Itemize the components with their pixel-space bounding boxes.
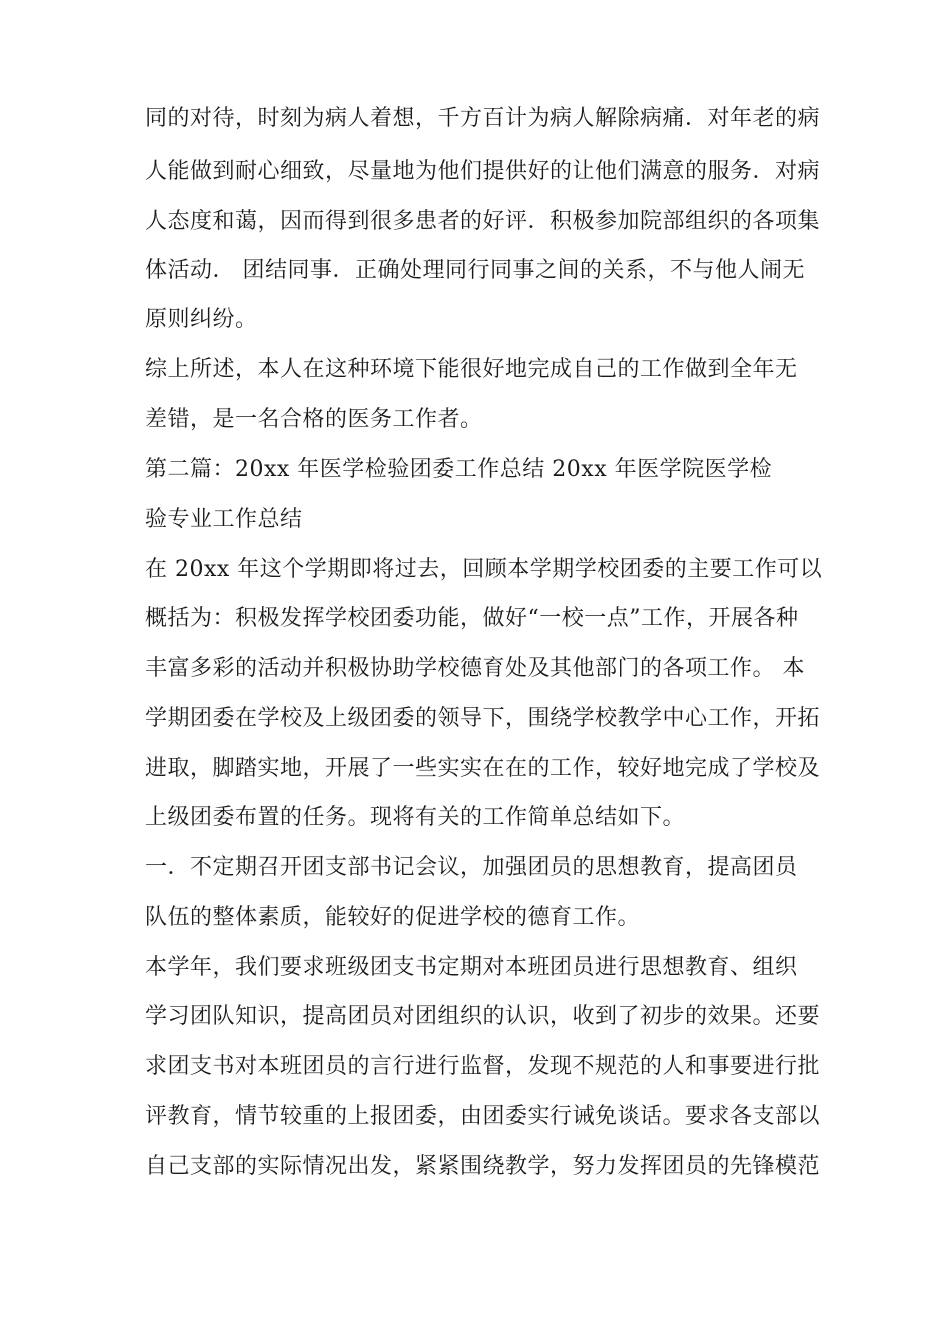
text-line: 原则纠纷。 (145, 307, 258, 332)
text-line: 概括为：积极发挥学校团委功能，做好“一校一点”工作，开展各种 (145, 606, 799, 631)
text-line: 上级团委布置的任务。现将有关的工作简单总结如下。 (145, 805, 686, 830)
text-line: 本学年，我们要求班级团支书定期对本班团员进行思想教育、组织 (145, 955, 798, 980)
text-line: 队伍的整体素质，能较好的促进学校的德育工作。 (145, 905, 641, 930)
text-line: 评教育，情节较重的上报团委，由团委实行诫免谈话。要求各支部以 (145, 1104, 821, 1129)
text-line: 一．不定期召开团支部书记会议，加强团员的思想教育，提高团员 (145, 855, 798, 880)
text-line: 求团支书对本班团员的言行进行监督，发现不规范的人和事要进行批 (145, 1054, 821, 1079)
text-line: 丰富多彩的活动并积极协助学校德育处及其他部门的各项工作。 本 (145, 656, 805, 681)
text-line: 在 20xx 年这个学期即将过去，回顾本学期学校团委的主要工作可以 (145, 557, 823, 582)
text-line: 人态度和蔼，因而得到很多患者的好评．积极参加院部组织的各项集 (145, 209, 821, 234)
text-line: 自己支部的实际情况出发，紧紧围绕教学，努力发挥团员的先锋模范 (145, 1154, 821, 1179)
text-line: 进取，脚踏实地，开展了一些实实在在的工作，较好地完成了学校及 (145, 756, 821, 781)
text-line: 差错，是一名合格的医务工作者。 (145, 407, 483, 432)
section-heading: 第二篇：20xx 年医学检验团委工作总结 20xx 年医学院医学检 (145, 457, 773, 482)
text-line: 学习团队知识，提高团员对团组织的认识，收到了初步的效果。还要 (145, 1004, 821, 1029)
text-line: 学期团委在学校及上级团委的领导下，围绕学校教学中心工作，开拓 (145, 706, 821, 731)
text-line: 人能做到耐心细致，尽量地为他们提供好的让他们满意的服务．对病 (145, 159, 821, 184)
text-line: 综上所述，本人在这种环境下能很好地完成自己的工作做到全年无 (145, 357, 798, 382)
section-heading: 验专业工作总结 (145, 507, 303, 532)
text-line: 同的对待，时刻为病人着想，千方百计为病人解除病痛．对年老的病 (145, 106, 821, 131)
text-line: 体活动． 团结同事．正确处理同行同事之间的关系，不与他人闹无 (145, 258, 805, 283)
